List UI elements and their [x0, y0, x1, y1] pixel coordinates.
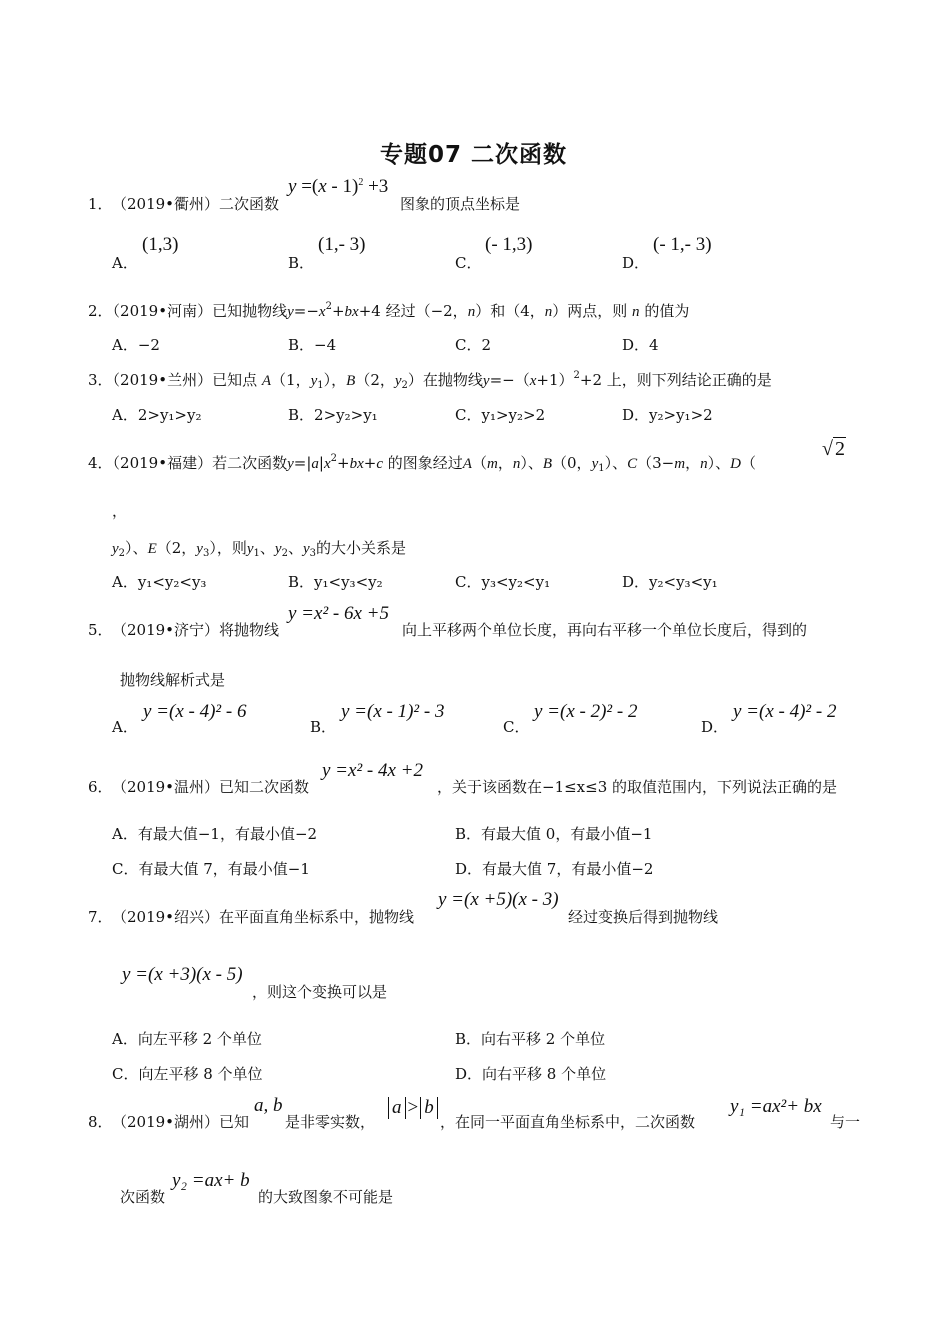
q7-formula-2: y =(x +3)(x - 5)	[122, 964, 243, 985]
q5-tail: 向上平移两个单位长度，再向右平移一个单位长度后，得到的	[402, 621, 808, 639]
q1-option-a-label: A．	[112, 254, 138, 272]
q2-option-a: A．−2	[112, 336, 160, 354]
q1-source: （2019•衢州）二次函数	[112, 195, 280, 213]
q4-option-a: A．y₁<y₂<y₃	[112, 573, 207, 591]
q3-option-c: C．y₁>y₂>2	[455, 406, 546, 424]
q8-linear: y₂ =ax+ b	[172, 1170, 250, 1191]
q1-option-b-label: B．	[288, 254, 315, 272]
q1-option-c-label: C．	[455, 254, 482, 272]
q7-tail: 经过变换后得到抛物线	[568, 908, 719, 926]
q3-option-b: B．2>y₂>y₁	[288, 406, 378, 424]
q1-number: 1．	[88, 195, 113, 213]
q7-formula: y =(x +5)(x - 3)	[438, 889, 559, 910]
q6-source: （2019•温州）已知二次函数	[112, 778, 310, 796]
q4-option-c: C．y₃<y₂<y₁	[455, 573, 551, 591]
q4-stem: 4．（2019•福建）若二次函数$y=|a|x^2+bx+c$ 的图象经过A（m，n）、B（0，$y_1$）、C（3−m，n）、D（	[88, 453, 756, 474]
q7-option-a: A．向左平移 2 个单位	[112, 1030, 262, 1048]
q6-formula: y =x² - 4x +2	[322, 760, 423, 781]
q5-line2: 抛物线解析式是	[120, 671, 226, 689]
q8-tail: 与一	[830, 1113, 861, 1131]
q3-stem: 3．（2019•兰州）已知点 A（1，$y_1$），B（2，$y_2$）在抛物线$y=-(x+1)^2+2$ 上，则下列结论正确的是	[88, 370, 772, 391]
q5-number: 5．	[88, 621, 113, 639]
q8-abs-inequality: a > b	[386, 1097, 440, 1119]
q5-option-b-label: B．	[310, 718, 337, 736]
q5-option-a-label: A．	[112, 718, 138, 736]
q2-stem: 2．（2019•河南）已知抛物线$y=-x^2+bx+4$ 经过（−2，n）和（4，n）两点，则 n 的值为	[88, 301, 690, 320]
q2-option-d: D．4	[622, 336, 659, 354]
q5-option-a-value: y =(x - 4)² - 6	[143, 701, 247, 722]
q7-number: 7．	[88, 908, 113, 926]
q1-option-b-value: (1,- 3)	[318, 234, 366, 255]
q1-option-d-label: D．	[622, 254, 650, 272]
q5-option-d-label: D．	[701, 718, 729, 736]
q6-option-a: A．有最大值−1，有最小值−2	[112, 825, 318, 843]
q1-option-c-value: (- 1,3)	[485, 234, 533, 255]
q4-stem-line2: $y_2$）、E（2，$y_3$），则$y_1$、$y_2$、$y_3$的大小关系是	[112, 539, 407, 559]
q6-number: 6．	[88, 778, 113, 796]
q8-mid2: ，在同一平面直角坐标系中，二次函数	[440, 1113, 696, 1131]
q1-tail: 图象的顶点坐标是	[400, 195, 521, 213]
q7-source: （2019•绍兴）在平面直角坐标系中，抛物线	[112, 908, 415, 926]
q3-option-a: A．2>y₁>y₂	[112, 406, 202, 424]
q8-quadratic: y₁ =ax²+ bx	[730, 1096, 822, 1117]
q5-option-c-label: C．	[503, 718, 530, 736]
q2-option-c: C．2	[455, 336, 492, 354]
q6-tail: ，关于该函数在−1≤x≤3 的取值范围内，下列说法正确的是	[437, 778, 838, 796]
q5-option-b-value: y =(x - 1)² - 3	[341, 701, 445, 722]
q3-option-d: D．y₂>y₁>2	[622, 406, 713, 424]
q8-tail-2: 的大致图象不可能是	[258, 1188, 394, 1206]
q6-option-c: C．有最大值 7，有最小值−1	[112, 860, 310, 878]
q7-option-c: C．向左平移 8 个单位	[112, 1065, 263, 1083]
q7-tail-2: ，则这个变换可以是	[252, 983, 388, 1001]
q8-number: 8．	[88, 1113, 113, 1131]
q1-formula: y =(x - 1)$^2$ +3	[288, 176, 389, 197]
q5-option-c-value: y =(x - 2)² - 2	[534, 701, 638, 722]
q1-option-d-value: (- 1,- 3)	[653, 234, 712, 255]
page-title: 专题07 二次函数	[380, 142, 568, 168]
q8-source: （2019•湖州）已知	[112, 1113, 250, 1131]
q5-option-d-value: y =(x - 4)² - 2	[733, 701, 837, 722]
q4-option-b: B．y₁<y₃<y₂	[288, 573, 383, 591]
q8-line2: 次函数	[120, 1188, 166, 1206]
q6-option-b: B．有最大值 0，有最小值−1	[455, 825, 653, 843]
q6-option-d: D．有最大值 7，有最小值−2	[455, 860, 654, 878]
q8-mid: 是非零实数，	[285, 1113, 376, 1131]
q7-option-b: B．向右平移 2 个单位	[455, 1030, 606, 1048]
q8-ab: a, b	[254, 1095, 283, 1116]
q4-comma: ，	[112, 502, 128, 520]
q4-sqrt-two: √ 2	[822, 438, 845, 460]
q2-option-b: B．−4	[288, 336, 337, 354]
q5-source: （2019•济宁）将抛物线	[112, 621, 280, 639]
q7-option-d: D．向右平移 8 个单位	[455, 1065, 607, 1083]
q5-formula: y =x² - 6x +5	[288, 603, 389, 624]
q4-option-d: D．y₂<y₃<y₁	[622, 573, 718, 591]
q1-option-a-value: (1,3)	[142, 234, 179, 255]
